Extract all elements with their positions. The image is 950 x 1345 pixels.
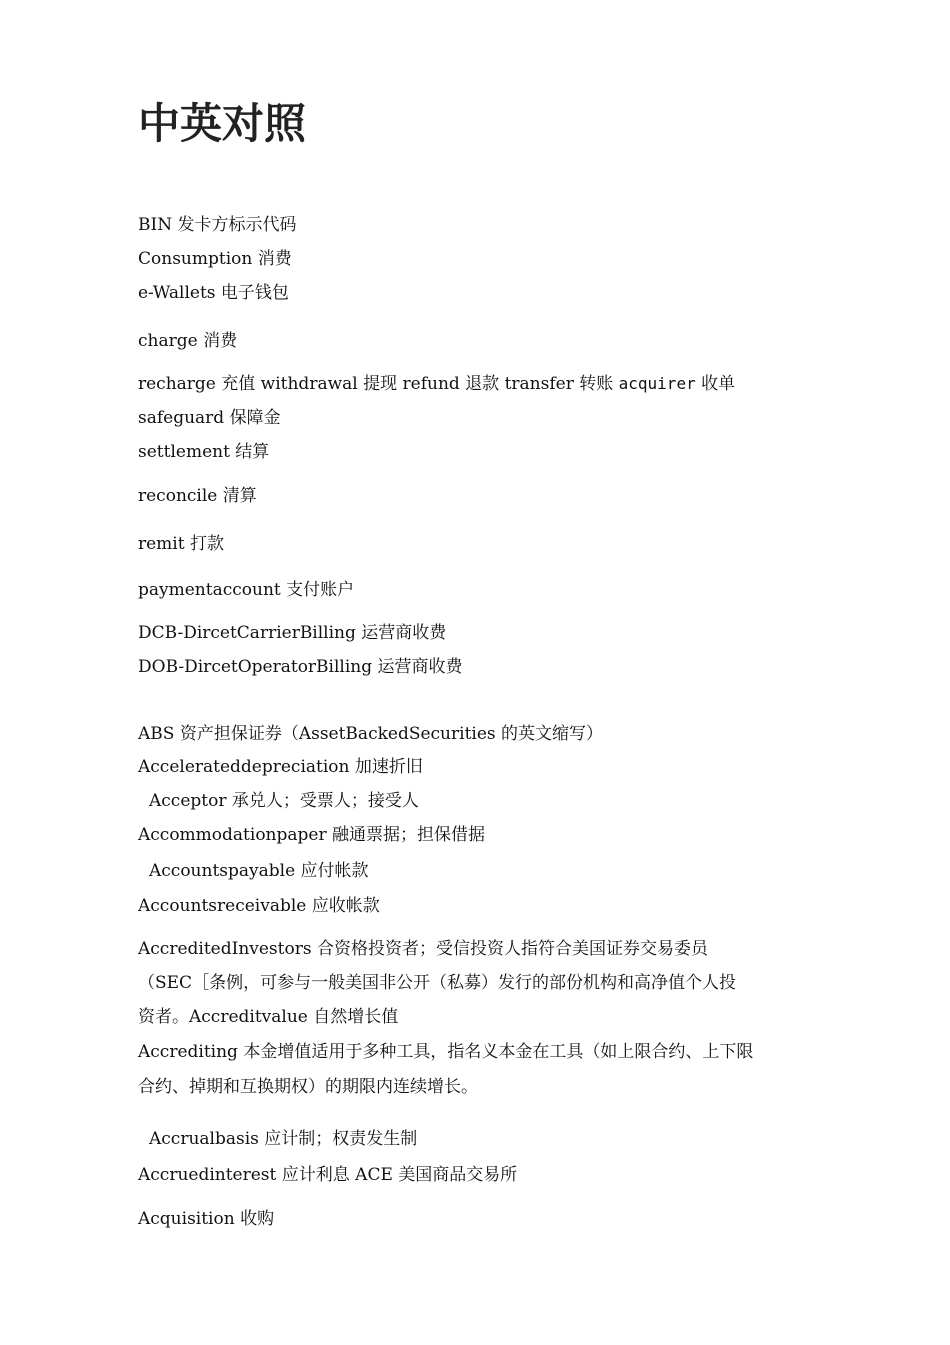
term-line-accounts-payable: Accountspayable 应付帐款: [149, 861, 369, 881]
term-line-accrued-interest: Accruedinterest 应计利息 ACE 美国商品交易所: [138, 1165, 518, 1185]
term-line-bin: BIN 发卡方标示代码: [138, 215, 297, 235]
term-line-charge: charge 消费: [138, 331, 238, 351]
term-line-acceptor: Acceptor 承兑人；受票人；接受人: [149, 791, 419, 811]
term-acquirer-meaning: 收单: [701, 374, 736, 394]
term-line-paymentaccount: paymentaccount 支付账户: [138, 580, 355, 600]
term-line-acquisition: Acquisition 收购: [138, 1209, 275, 1229]
term-acquirer: acquirer: [618, 374, 696, 393]
term-line-remit: remit 打款: [138, 534, 224, 554]
term-line-accredit-value: 资者。Accreditvalue 自然增长值: [138, 1007, 399, 1027]
term-line-accrual-basis: Accrualbasis 应计制；权责发生制: [149, 1129, 418, 1149]
term-line-dcb: DCB-DircetCarrierBilling 运营商收费: [138, 623, 447, 643]
term-line-accrediting: Accrediting 本金增值适用于多种工具，指名义本金在工具（如上限合约、上下限: [138, 1042, 754, 1062]
term-line-recharge-text: recharge 充值 withdrawal 提现 refund 退款 transfer 转账: [138, 374, 614, 394]
term-line-consumption: Consumption 消费: [138, 249, 292, 269]
term-line-accelerated-depreciation: Accelerateddepreciation 加速折旧: [138, 757, 423, 777]
term-line-safeguard: safeguard 保障金: [138, 408, 281, 428]
term-line-accredited-investors: AccreditedInvestors 合资格投资者；受信投资人指符合美国证券交易委员: [138, 939, 708, 959]
term-line-settlement: settlement 结算: [138, 442, 270, 462]
term-line-accrediting-cont: 合约、掉期和互换期权）的期限内连续增长。: [138, 1077, 478, 1097]
term-line-accounts-receivable: Accountsreceivable 应收帐款: [138, 896, 380, 916]
term-line-reconcile: reconcile 清算: [138, 486, 257, 506]
term-line-abs: ABS 资产担保证券（AssetBackedSecurities 的英文缩写）: [138, 724, 604, 744]
term-line-accommodation-paper: Accommodationpaper 融通票据；担保借据: [138, 825, 485, 845]
page-title: 中英对照: [138, 99, 307, 148]
term-line-recharge: [138, 371, 735, 397]
term-line-dob: DOB-DircetOperatorBilling 运营商收费: [138, 657, 463, 677]
term-line-accredited-investors-cont: （SEC［条例，可参与一般美国非公开（私募）发行的部份机构和高净值个人投: [138, 973, 737, 993]
term-line-e-wallets: e-Wallets 电子钱包: [138, 283, 289, 303]
